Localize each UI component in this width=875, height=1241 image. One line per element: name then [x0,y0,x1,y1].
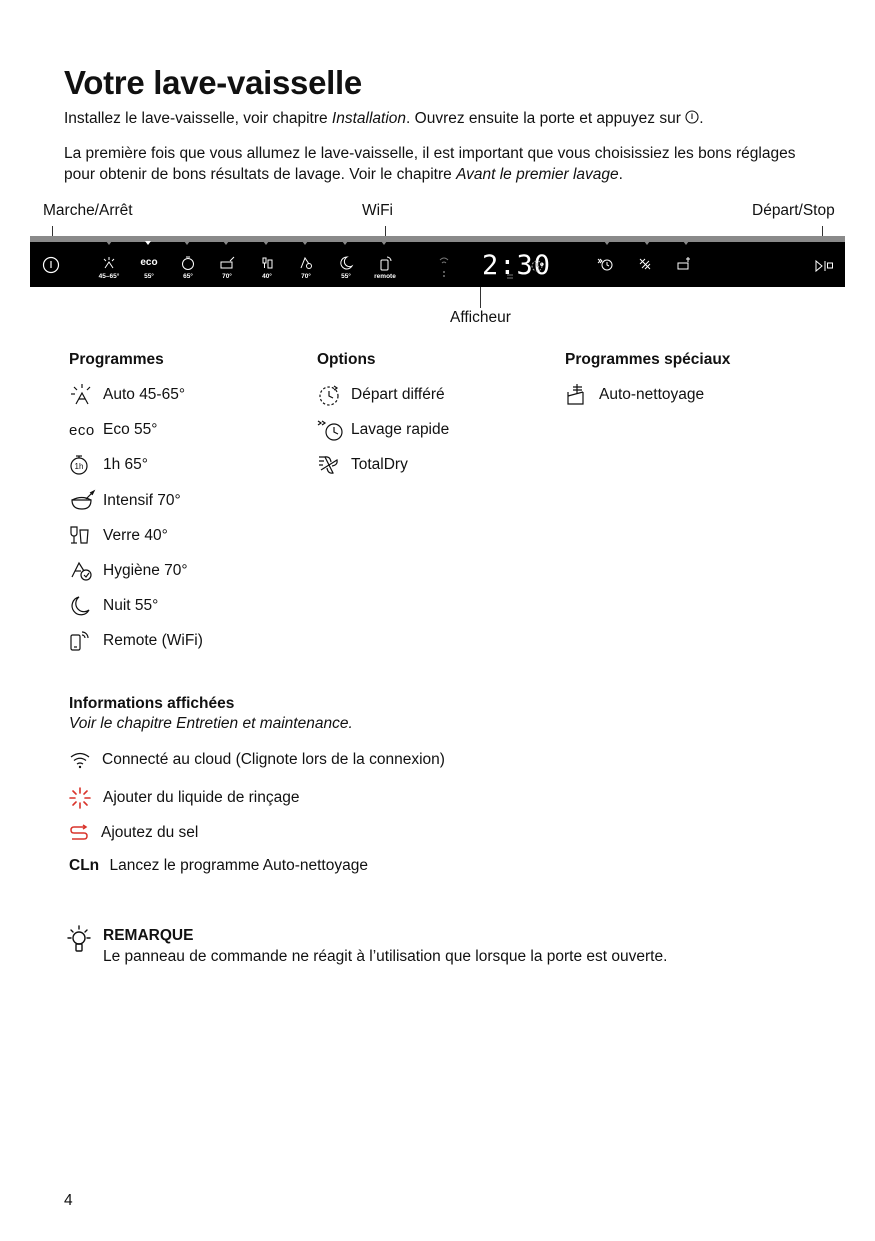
remote-phone-icon [368,255,402,271]
salt-indicator-icon [506,272,514,280]
programmes-heading: Programmes [69,351,164,368]
delayed-start-icon [317,383,343,407]
svg-text:1h: 1h [74,462,84,471]
panel-program-intensive[interactable]: 70° [214,255,240,280]
info-item-cln: CLn Lancez le programme Auto-nettoyage [69,857,368,874]
moon-icon [69,594,93,618]
timer-1h-icon [69,453,91,477]
power-symbol-icon [685,110,699,127]
rinse-aid-icon [69,787,91,809]
program-item: Hygiène 70° [69,559,95,583]
auto-sparkle-icon [69,383,95,407]
wifi-status-icon [438,256,450,278]
auto-sparkle-icon [96,255,122,271]
program-item: Verre 40° [69,524,93,548]
timer-1h-icon [175,255,201,271]
panel-program-night[interactable]: 55° [333,255,359,280]
options-heading: Options [317,351,376,368]
wifi-icon [69,751,91,769]
eco-icon: eco [69,421,95,439]
hygiene-icon [293,255,319,271]
program-item: Intensif 70° [69,489,97,513]
start-stop-button[interactable] [814,259,834,273]
panel-program-auto[interactable]: 45–65° [96,255,122,280]
hygiene-icon [69,559,95,583]
delay-indicator-icon [530,259,544,273]
intro-paragraph-1: Installez le lave-vaisselle, voir chapitre Installation. Ouvrez ensuite la porte et appuyez sur . [64,110,704,127]
remark-text: Le panneau de commande ne réagit à l’utilisation que lorsque la porte est ouverte. [103,948,668,965]
option-item: Départ différé [317,383,343,407]
glass-icon [254,255,280,271]
program-item: Nuit 55° [69,594,93,618]
option-item: TotalDry [317,453,343,477]
totaldry-icon [317,453,343,477]
page-title: Votre lave-vaisselle [64,64,362,101]
self-clean-icon [565,382,591,408]
wifi-label: WiFi [362,202,393,219]
power-label: Marche/Arrêt [43,202,133,219]
pot-icon [69,489,97,513]
program-item: eco Eco 55° [69,421,158,439]
power-button[interactable] [42,256,60,279]
panel-program-hygiene[interactable]: 70° [293,255,319,280]
program-item: 1h 1h 65° [69,453,91,477]
page-number: 4 [64,1192,73,1209]
power-icon [42,256,60,274]
lightbulb-icon [64,925,94,955]
option-item: Lavage rapide [317,418,345,442]
intro-paragraph-2: La première fois que vous allumez le lave-vaisselle, il est important que vous choisissiez les bons réglages pour obtenir de bons résultats de lavage. Voir le chapitre Avant le premier lavage. [64,145,796,183]
remote-phone-icon [69,629,93,653]
glass-icon [69,524,93,548]
panel-program-eco[interactable]: eco 55° [136,255,162,280]
informations-subtitle: Voir le chapitre Entretien et maintenance. [69,715,353,732]
start-stop-label: Départ/Stop [752,202,835,219]
display-label: Afficheur [450,309,511,326]
informations-heading: Informations affichées [69,695,235,712]
program-item: Auto 45-65° [69,383,95,407]
panel-program-glass[interactable]: 40° [254,255,280,280]
special-programmes-heading: Programmes spéciaux [565,351,731,368]
salt-icon [69,824,89,842]
remark-heading: REMARQUE [103,927,194,944]
panel-program-1h[interactable]: 65° [175,255,201,280]
special-program-item: Auto-nettoyage [565,383,591,407]
control-panel [30,236,845,287]
quick-wash-icon [317,418,345,442]
cln-code: CLn [69,857,100,874]
pot-icon [214,255,240,271]
eco-icon: eco [140,257,158,268]
moon-icon [333,255,359,271]
panel-delayed-start-button[interactable] [596,256,614,272]
panel-totaldry-button[interactable] [637,256,653,272]
display-time: 2:30 [482,250,552,281]
program-item: Remote (WiFi) [69,629,93,653]
panel-program-remote[interactable]: remote [368,255,402,280]
panel-self-clean-button[interactable] [676,255,692,271]
